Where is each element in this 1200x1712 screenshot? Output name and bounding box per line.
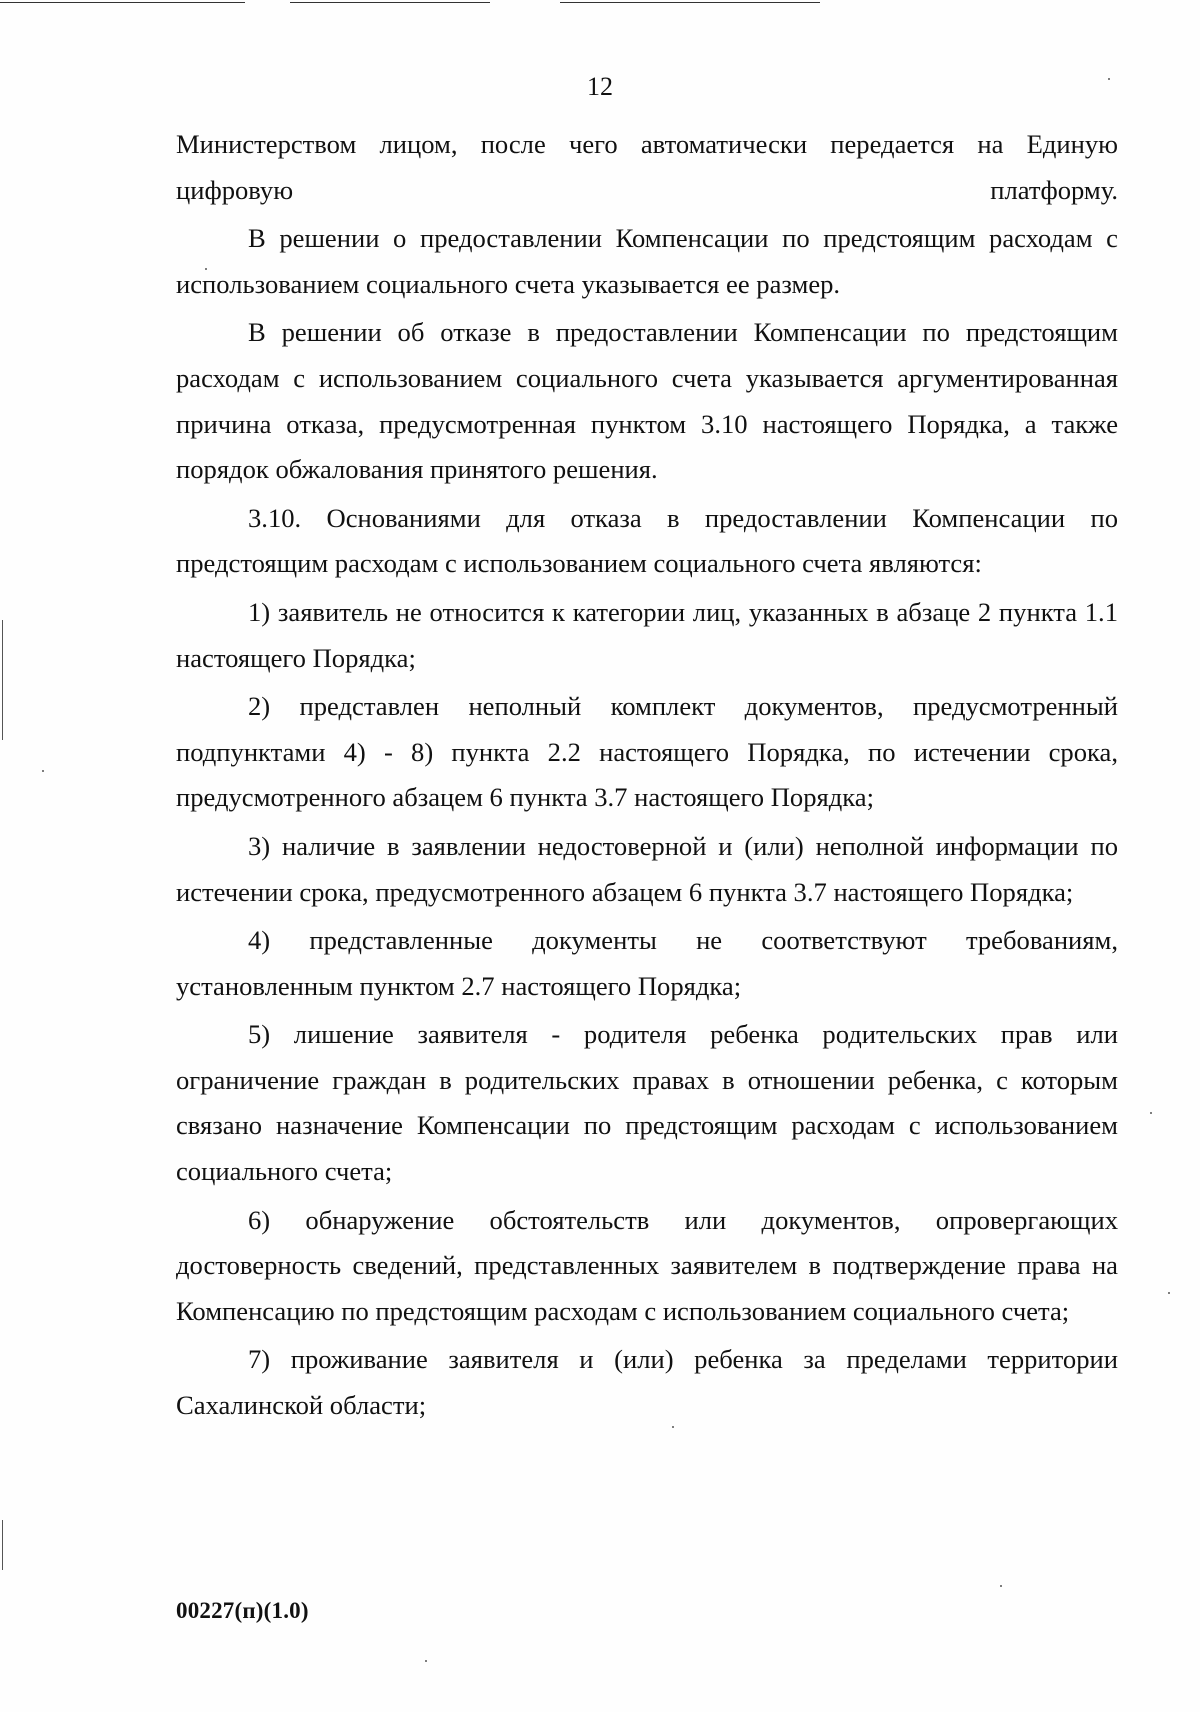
- document-body: [176, 122, 1118, 1432]
- scan-edge-line: [0, 2, 245, 3]
- paragraph: 4) представленные документы не соответствуют требованиям, установленным пунктом 2.7 настоящего Порядка;: [176, 925, 1118, 1001]
- paragraph: Министерством лицом, после чего автоматически передается на Единую цифровую платформу.: [176, 129, 1118, 205]
- paragraph: В решении о предоставлении Компенсации по предстоящим расходам с использованием социального счета указывается ее размер.: [176, 223, 1118, 299]
- page-number: 12: [587, 72, 613, 101]
- document-code: 00227(п)(1.0): [176, 1598, 309, 1623]
- scan-speck: [1000, 1585, 1002, 1587]
- paragraph: В решении об отказе в предоставлении Компенсации по предстоящим расходам с использованием социального счета указывается аргументированная причина отказа, предусмотренная пунктом 3.10 настоящего Порядка, а также порядок обжалования принятого решения.: [176, 317, 1118, 485]
- paragraph: 1) заявитель не относится к категории лиц, указанных в абзаце 2 пункта 1.1 настоящего Порядка;: [176, 596, 1118, 673]
- paragraph: 3) наличие в заявлении недостоверной и (или) неполной информации по истечении срока, предусмотренного абзацем 6 пункта 3.7 настоящего Порядка;: [176, 830, 1118, 907]
- scan-speck: [425, 1660, 427, 1662]
- paragraph: 3.10. Основаниями для отказа в предоставлении Компенсации по предстоящим расходам с использованием социального счета являются:: [176, 502, 1118, 579]
- scan-edge-line: [290, 2, 490, 3]
- scan-edge-line: [2, 620, 3, 740]
- scan-speck: [1150, 1112, 1152, 1114]
- scan-edge-line: [560, 2, 820, 3]
- scan-speck: [1168, 1292, 1170, 1294]
- paragraph: 7) проживание заявителя и (или) ребенка за пределами территории Сахалинской области;: [176, 1344, 1118, 1421]
- scan-speck: [42, 770, 44, 772]
- paragraph: 2) представлен неполный комплект документов, предусмотренный подпунктами 4) - 8) пункта 2.2 настоящего Порядка, по истечении срока, предусмотренного абзацем 6 пункта 3.7 настоящего Порядка;: [176, 691, 1118, 813]
- paragraph: 5) лишение заявителя - родителя ребенка родительских прав или ограничение граждан в родительских правах в отношении ребенка, с которым связано назначение Компенсации по предстоящим расходам с использованием социального счета;: [176, 1019, 1118, 1187]
- scan-edge-line: [2, 1520, 3, 1570]
- paragraph: 6) обнаружение обстоятельств или документов, опровергающих достоверность сведений, представленных заявителем в подтверждение права на Компенсацию по предстоящим расходам с использованием социального счета;: [176, 1204, 1118, 1326]
